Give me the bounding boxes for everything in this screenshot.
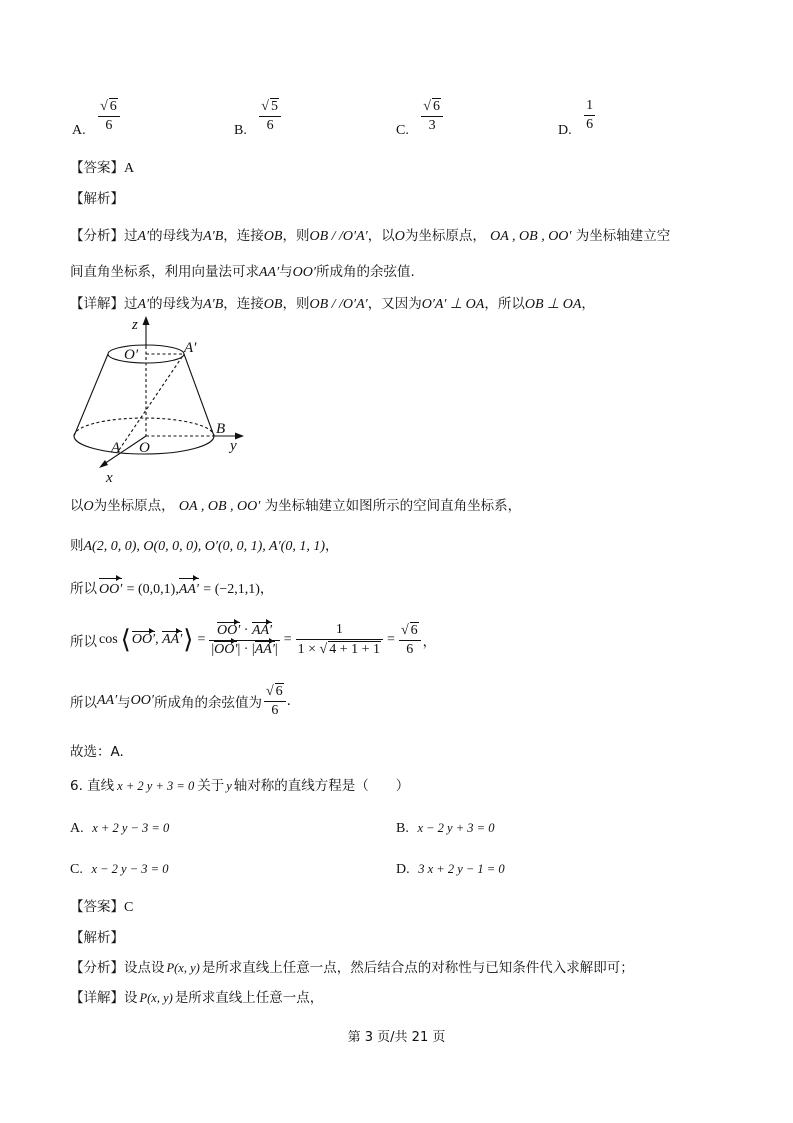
- option-fraction: $\frac{√ 6}{3}$: [421, 98, 443, 134]
- answer-tag: 【答案】: [70, 160, 124, 176]
- label-y: y: [230, 438, 237, 454]
- label-z: z: [132, 317, 138, 333]
- q5-final-choice: 故选：A.: [70, 744, 124, 760]
- page-footer: 第 3 页/共 21 页: [347, 1030, 446, 1045]
- q6-option-c: C. x − 2 y − 3 = 0: [70, 862, 169, 877]
- option-letter: B.: [234, 123, 247, 138]
- option-letter: C.: [396, 123, 409, 138]
- q5-option-d: [558, 98, 595, 138]
- option-fraction: $\frac{√ 6}{6}$: [98, 98, 120, 134]
- label-o: O: [139, 440, 150, 456]
- q5-option-b: [234, 98, 281, 138]
- bottom-circle-back: [74, 418, 214, 436]
- q6-stem: 6. 直线 x + 2 y + 3 = 0 关于 y 轴对称的直线方程是（ ）: [70, 778, 410, 794]
- x-arrow-icon: [99, 460, 108, 468]
- label-a: A: [111, 440, 121, 456]
- q5-step-2: 则A(2, 0, 0), O(0, 0, 0), O′(0, 0, 1), A′(0, 1, 1)，: [70, 538, 339, 554]
- option-fraction: $\frac{1}{6}$: [586, 98, 594, 132]
- frustum-figure: [62, 312, 262, 487]
- q6-fenxi: 【分析】设点设 P(x, y) 是所求直线上任意一点，然后结合点的对称性与已知条件代入求解即可；: [70, 960, 634, 976]
- q5-option-a: [72, 98, 120, 138]
- q5-step-3: 所以 OO′ = (0,0,1),AA′ = (−2,1,1)，: [70, 578, 273, 601]
- q5-fenxi-line2: 间直角坐标系，利用向量法可求AA′与OO′所成角的余弦值.: [70, 264, 415, 280]
- label-o1: O′: [124, 347, 139, 363]
- q5-step-4: 所以 cos ⟨ OO′ , AA′ ⟩ = $\frac{OO' \cdot AA'}{|OO'| \cdot |AA'|}$ = $\frac{1}{1 \times √ 4 + 1 + 1}$ = $\frac{√ 6}{6}$ ，: [70, 622, 437, 657]
- q6-option-d: D. 3 x + 2 y − 1 = 0: [396, 862, 505, 877]
- q6-option-a: A. x + 2 y − 3 = 0: [70, 821, 170, 836]
- option-letter: A.: [72, 123, 86, 138]
- q6-option-b: B. x − 2 y + 3 = 0: [396, 821, 495, 836]
- q5-xiangjie-line: 【详解】过A′的母线为A′B，连接OB，则OB / /O′A′，又因为O′A′ ⊥ OA，所以OB ⊥ OA，: [70, 296, 595, 312]
- q5-jiexi: 【解析】: [70, 191, 124, 207]
- label-a1: A′: [184, 340, 197, 356]
- q6-xiangjie: 【详解】设 P(x, y) 是所求直线上任意一点，: [70, 990, 324, 1006]
- q6-jiexi: 【解析】: [70, 930, 124, 946]
- label-b: B: [216, 421, 226, 437]
- q5-step-1: 以O为坐标原点， OA , OB , OO′ 为坐标轴建立如图所示的空间直角坐标系，: [70, 498, 522, 514]
- q5-step-5: 所以 AA′ 与 OO′ 所成角的余弦值为 $\frac{√ 6}{6}$ .: [70, 684, 291, 718]
- option-fraction: $\frac{√ 5}{6}$: [259, 98, 281, 134]
- q5-answer: [70, 158, 134, 179]
- right-generator: [184, 354, 214, 436]
- q5-option-c: [396, 98, 443, 138]
- z-arrow-icon: [143, 316, 150, 325]
- label-x: x: [106, 470, 113, 486]
- q6-answer: 【答案】C: [70, 899, 134, 915]
- q5-fenxi-line1: 【分析】过A′的母线为A′B，连接OB，则OB / /O′A′，以O为坐标原点， OA , OB , OO′ 为坐标轴建立空: [70, 228, 671, 244]
- answer-value: A: [124, 161, 135, 176]
- option-letter: D.: [558, 122, 572, 138]
